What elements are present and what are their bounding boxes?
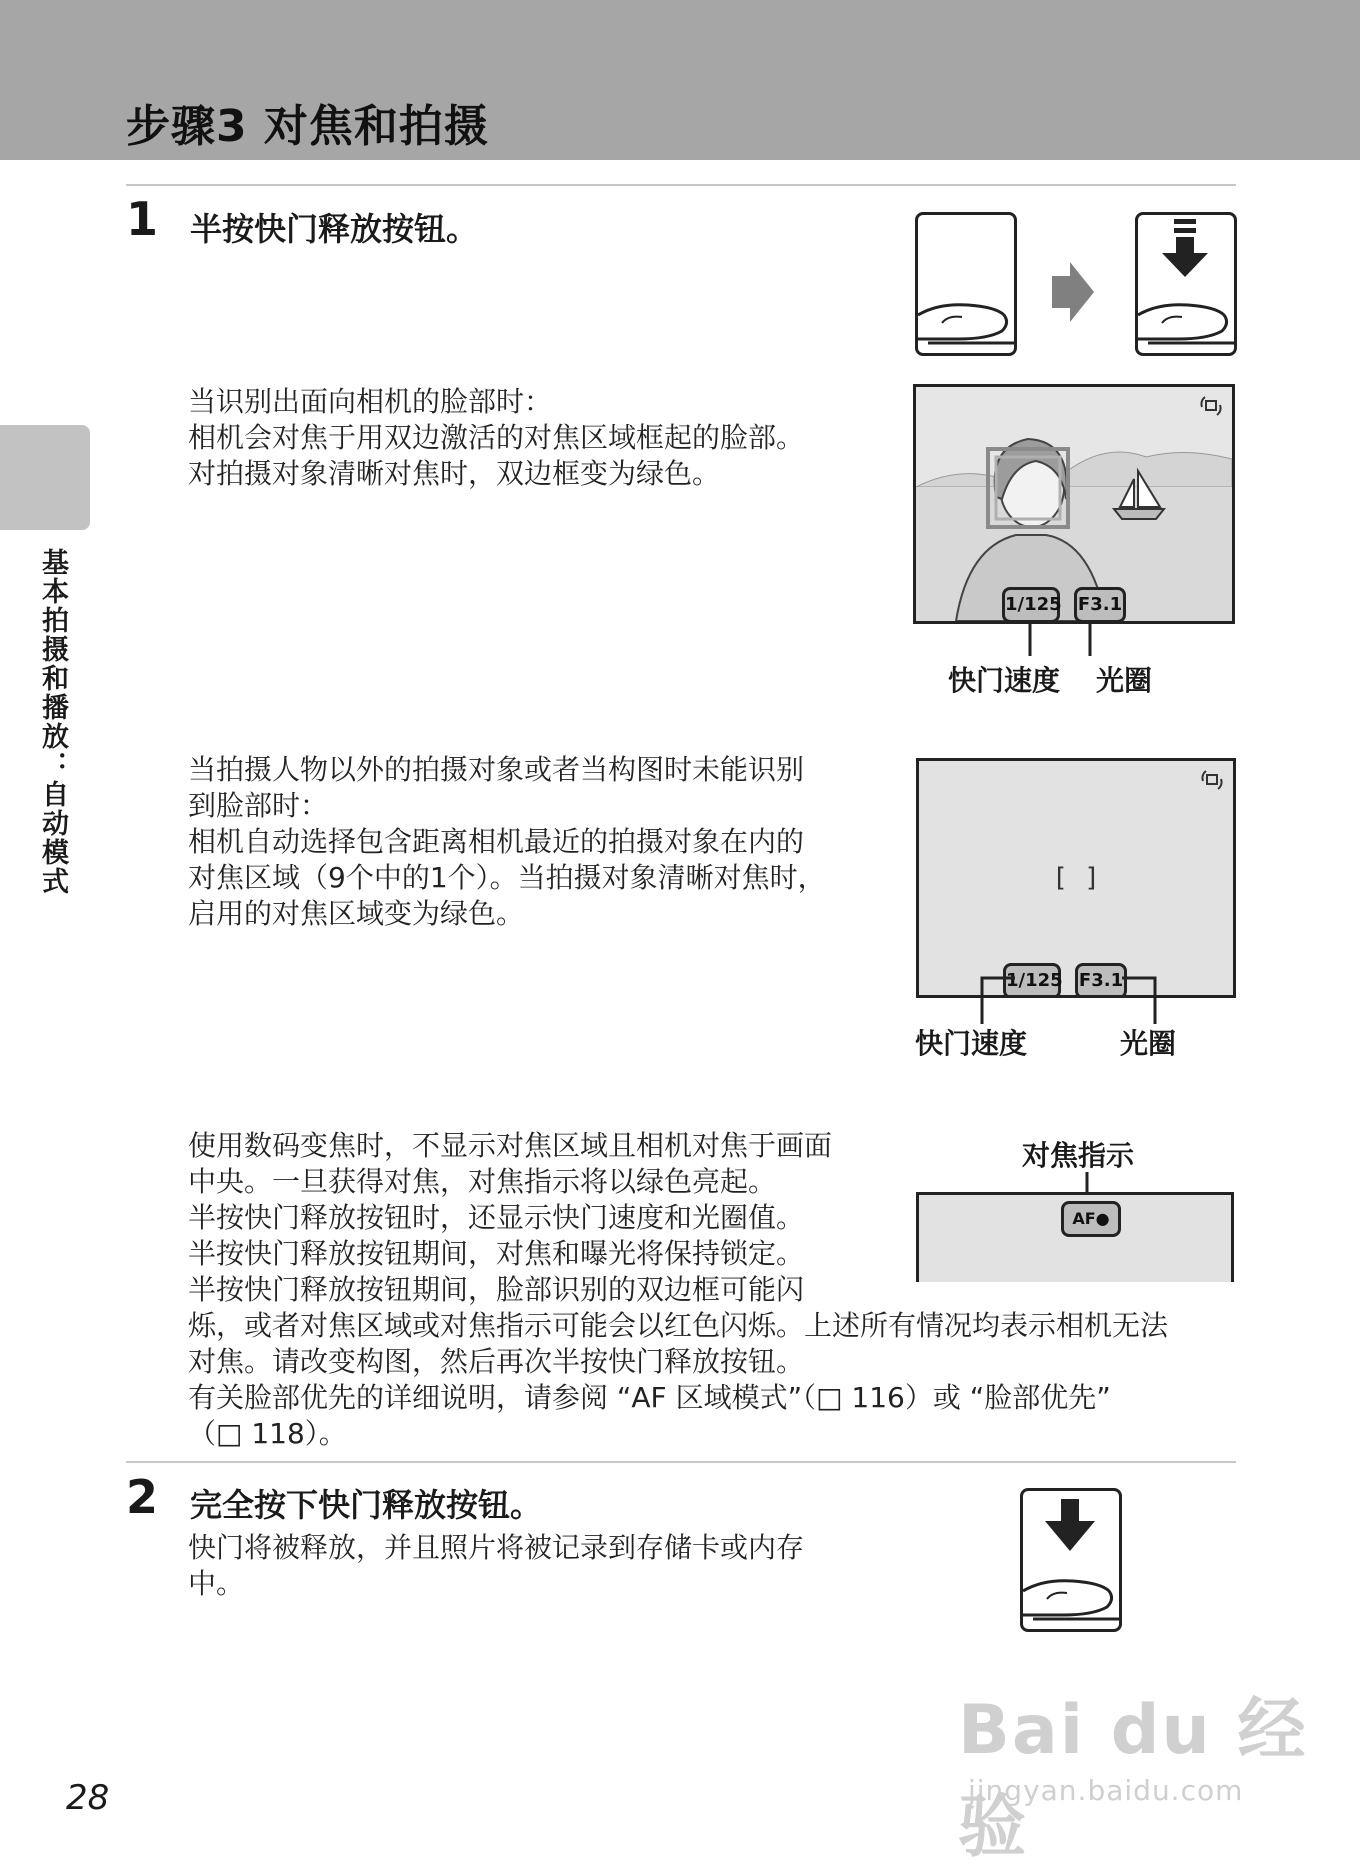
baidu-watermark-url: jingyan.baidu.com (968, 1774, 1244, 1807)
focus-indicator-label: 对焦指示 (1022, 1139, 1135, 1172)
text-line: 到脸部时： (188, 789, 329, 822)
text-line: （□ 118）。 (188, 1417, 347, 1450)
text-line: 当拍摄人物以外的拍摄对象或者当构图时未能识别 (188, 753, 805, 786)
step-1-number: 1 (126, 192, 159, 246)
divider (126, 1461, 1236, 1463)
shake-icon (1200, 395, 1222, 417)
nonface-section-text (188, 752, 826, 932)
text-line: 有关脸部优先的详细说明，请参阅 “AF 区域模式”（□ 116）或 “脸部优先” (188, 1381, 1111, 1414)
digital-zoom-screen (916, 1192, 1234, 1282)
page-number: 28 (66, 1778, 110, 1818)
aperture-label: 光圈 (1120, 1027, 1177, 1060)
text-line: 半按快门释放按钮时，还显示快门速度和光圈值。 (188, 1201, 805, 1234)
shutter-speed-label: 快门速度 (915, 1027, 1028, 1060)
aperture-label: 光圈 (1096, 664, 1153, 697)
hand-icon (918, 215, 1014, 353)
step-2-text (188, 1530, 804, 1602)
step-2-title: 完全按下快门释放按钮。 (190, 1486, 543, 1524)
side-tab (0, 425, 90, 530)
half-press-illustration (915, 212, 1017, 356)
text-line: 对拍摄对象清晰对焦时，双边框变为绿色。 (188, 457, 721, 490)
step-2-number: 2 (126, 1470, 159, 1524)
text-line: 使用数码变焦时，不显示对焦区域且相机对焦于画面 (188, 1129, 833, 1162)
text-line: 烁，或者对焦区域或对焦指示可能会以红色闪烁。上述所有情况均表示相机无法 (188, 1309, 1169, 1342)
text-line: 相机会对焦于用双边激活的对焦区域框起的脸部。 (188, 421, 805, 454)
shake-icon (1201, 769, 1223, 791)
callout-lines (990, 620, 1140, 660)
arrow-down-icon (1023, 1491, 1119, 1629)
focus-area-bracket: [ ] (1055, 863, 1103, 893)
aperture-readout: F3.1 (1075, 963, 1127, 998)
text-line: 当识别出面向相机的脸部时： (188, 385, 553, 418)
full-press-illustration (1135, 212, 1237, 356)
arrow-down-icon (1138, 215, 1234, 353)
text-line: 启用的对焦区域变为绿色。 (188, 897, 525, 930)
step-1-title: 半按快门释放按钮。 (190, 210, 479, 248)
text-line: 对焦区域（9个中的1个）。当拍摄对象清晰对焦时， (188, 861, 826, 894)
text-line: 中。 (188, 1567, 245, 1600)
full-press-illustration (1020, 1488, 1122, 1632)
side-label: 基本拍摄和播放：自动模式 (37, 548, 68, 896)
shutter-speed-readout: 1/125 (1003, 963, 1061, 998)
text-line: 半按快门释放按钮期间，对焦和曝光将保持锁定。 (188, 1237, 805, 1270)
portrait-scene (916, 387, 1232, 621)
callout-lines (975, 974, 1160, 1026)
divider (126, 184, 1236, 186)
text-line: 对焦。请改变构图，然后再次半按快门释放按钮。 (188, 1345, 805, 1378)
shutter-speed-label: 快门速度 (948, 664, 1061, 697)
baidu-watermark: Bai du 经验 (958, 1691, 1308, 1867)
text-line: 半按快门释放按钮期间，脸部识别的双边框可能闪 (188, 1273, 805, 1306)
arrow-right-icon (1048, 262, 1094, 322)
zoom-section-text (188, 1128, 1168, 1452)
auto-focus-screen (916, 758, 1236, 998)
shutter-speed-readout: 1/125 (1002, 587, 1060, 623)
face-section-text (188, 384, 804, 492)
text-line: 相机自动选择包含距离相机最近的拍摄对象在内的 (188, 825, 805, 858)
aperture-readout: F3.1 (1074, 587, 1126, 623)
text-line: 中央。一旦获得对焦，对焦指示将以绿色亮起。 (188, 1165, 777, 1198)
page-header (0, 0, 1360, 160)
text-line: 快门将被释放，并且照片将被记录到存储卡或内存 (188, 1531, 805, 1564)
face-detection-screen (913, 384, 1235, 624)
focus-indicator: AF● (1061, 1201, 1121, 1237)
page-title: 步骤3 对焦和拍摄 (126, 101, 489, 152)
